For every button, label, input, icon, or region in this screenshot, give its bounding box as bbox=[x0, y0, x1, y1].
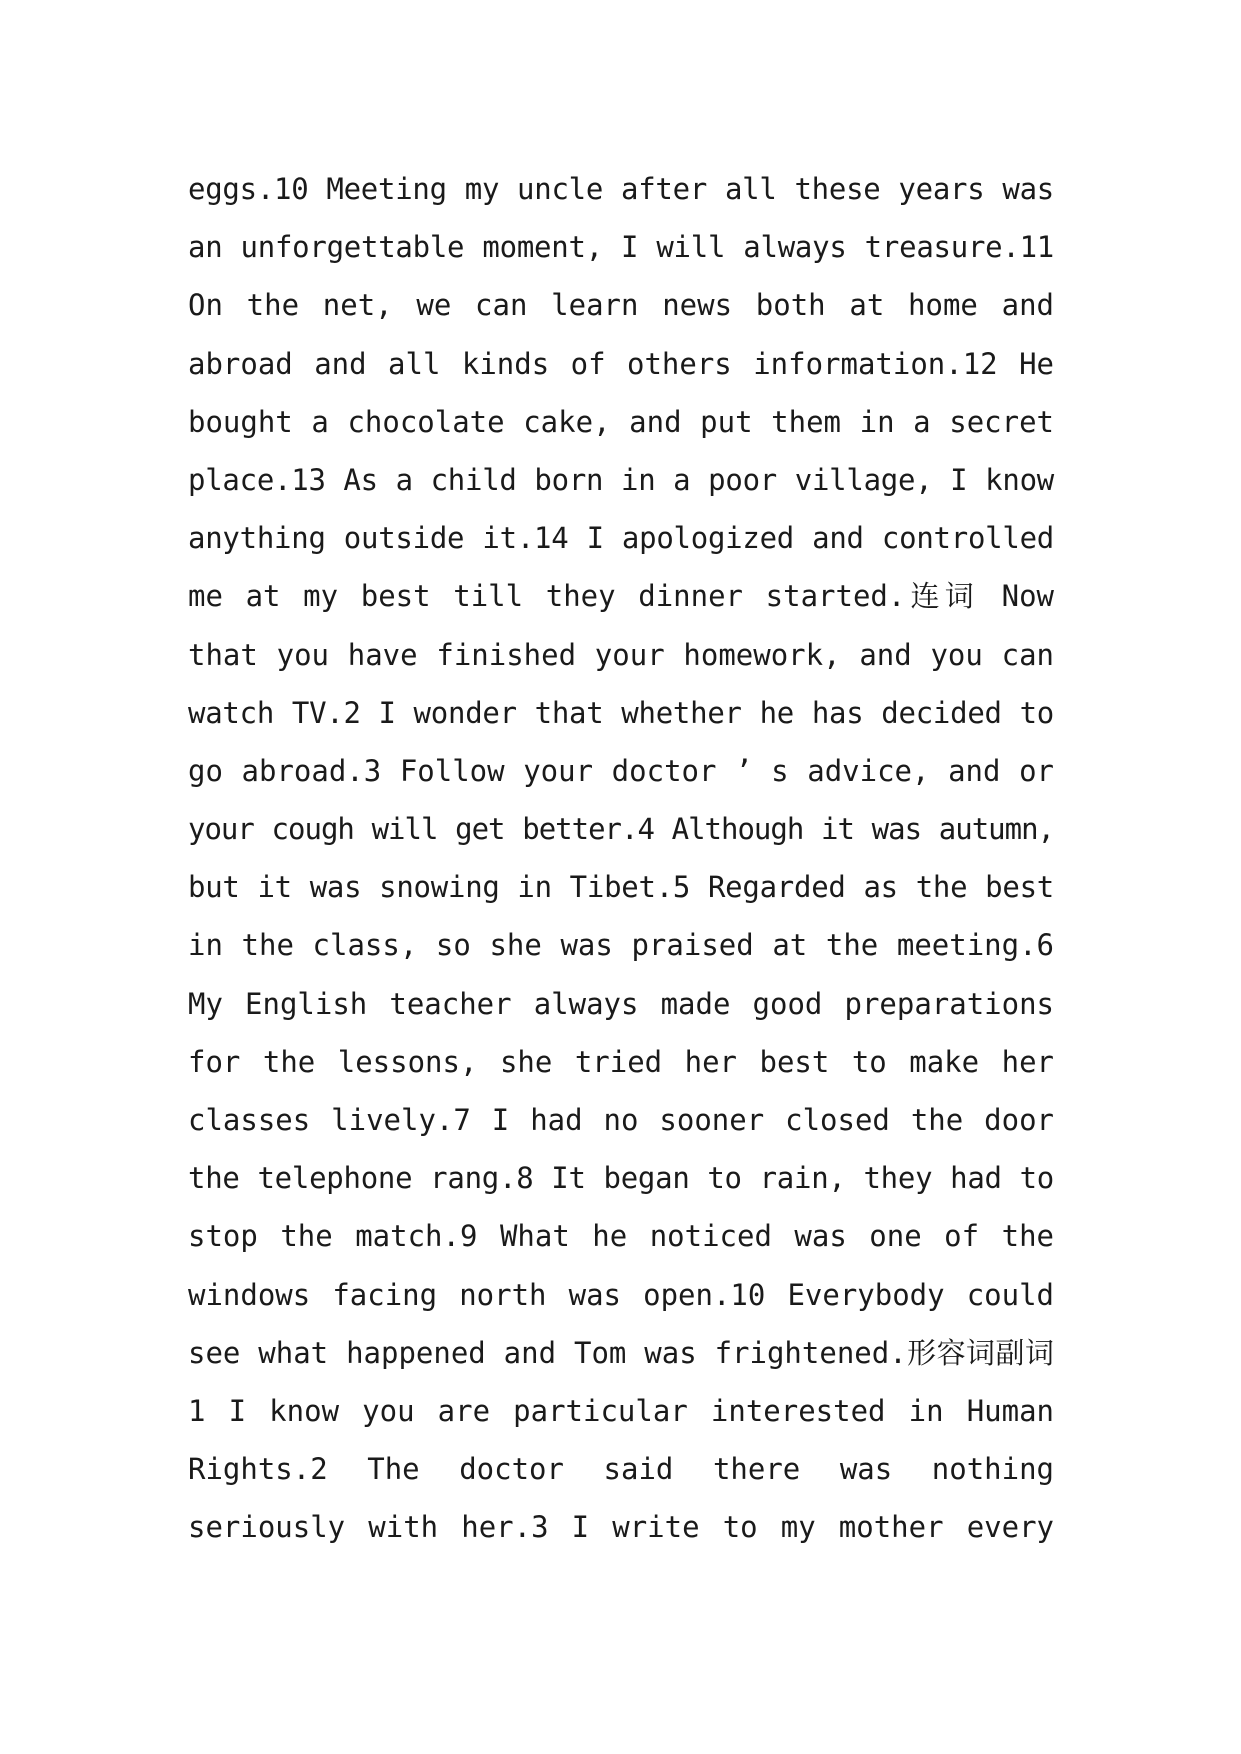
text-line: eggs.10 Meeting my uncle after all these years was bbox=[188, 172, 1054, 206]
text-line: for the lessons, she tried her best to make her bbox=[188, 1044, 1054, 1079]
text-line: Rights.2 The doctor said there was nothing bbox=[188, 1452, 1054, 1487]
text-line: anything outside it.14 I apologized and controlled bbox=[188, 521, 1054, 556]
text-line: bought a chocolate cake, and put them in a secret bbox=[188, 404, 1054, 439]
text-line: seriously with her.3 I write to my mother every bbox=[188, 1510, 1054, 1545]
text-line: classes lively.7 I had no sooner closed the door bbox=[188, 1103, 1054, 1137]
text-line: place.13 As a child born in a poor village, I know bbox=[188, 462, 1054, 497]
text-line: see what happened and Tom was frightened.形容词副词 bbox=[188, 1335, 1054, 1370]
text-line: that you have finished your homework, and you can bbox=[188, 637, 1054, 672]
text-line: go abroad.3 Follow your doctor ’ s advice, and or bbox=[188, 753, 1054, 788]
text-line: me at my best till they dinner started.连词 Now bbox=[188, 579, 1054, 614]
text-line: On the net, we can learn news both at home and bbox=[188, 288, 1054, 323]
text-line: an unforgettable moment, I will always treasure.11 bbox=[188, 230, 1054, 265]
text-line: in the class, so she was praised at the meeting.6 bbox=[188, 928, 1054, 963]
text-line: but it was snowing in Tibet.5 Regarded as the best bbox=[188, 870, 1054, 905]
text-line: My English teacher always made good preparations bbox=[188, 986, 1054, 1021]
text-line: abroad and all kinds of others information.12 He bbox=[188, 346, 1054, 381]
text-line: windows facing north was open.10 Everybody could bbox=[188, 1277, 1054, 1312]
text-line: your cough will get better.4 Although it was autumn, bbox=[188, 812, 1054, 847]
text-line: the telephone rang.8 It began to rain, they had to bbox=[188, 1161, 1054, 1196]
text-line: 1 I know you are particular interested in Human bbox=[188, 1393, 1054, 1428]
text-line: watch TV.2 I wonder that whether he has decided to bbox=[188, 695, 1054, 730]
text-line: stop the match.9 What he noticed was one of the bbox=[188, 1219, 1054, 1254]
body-text bbox=[188, 160, 1054, 1557]
